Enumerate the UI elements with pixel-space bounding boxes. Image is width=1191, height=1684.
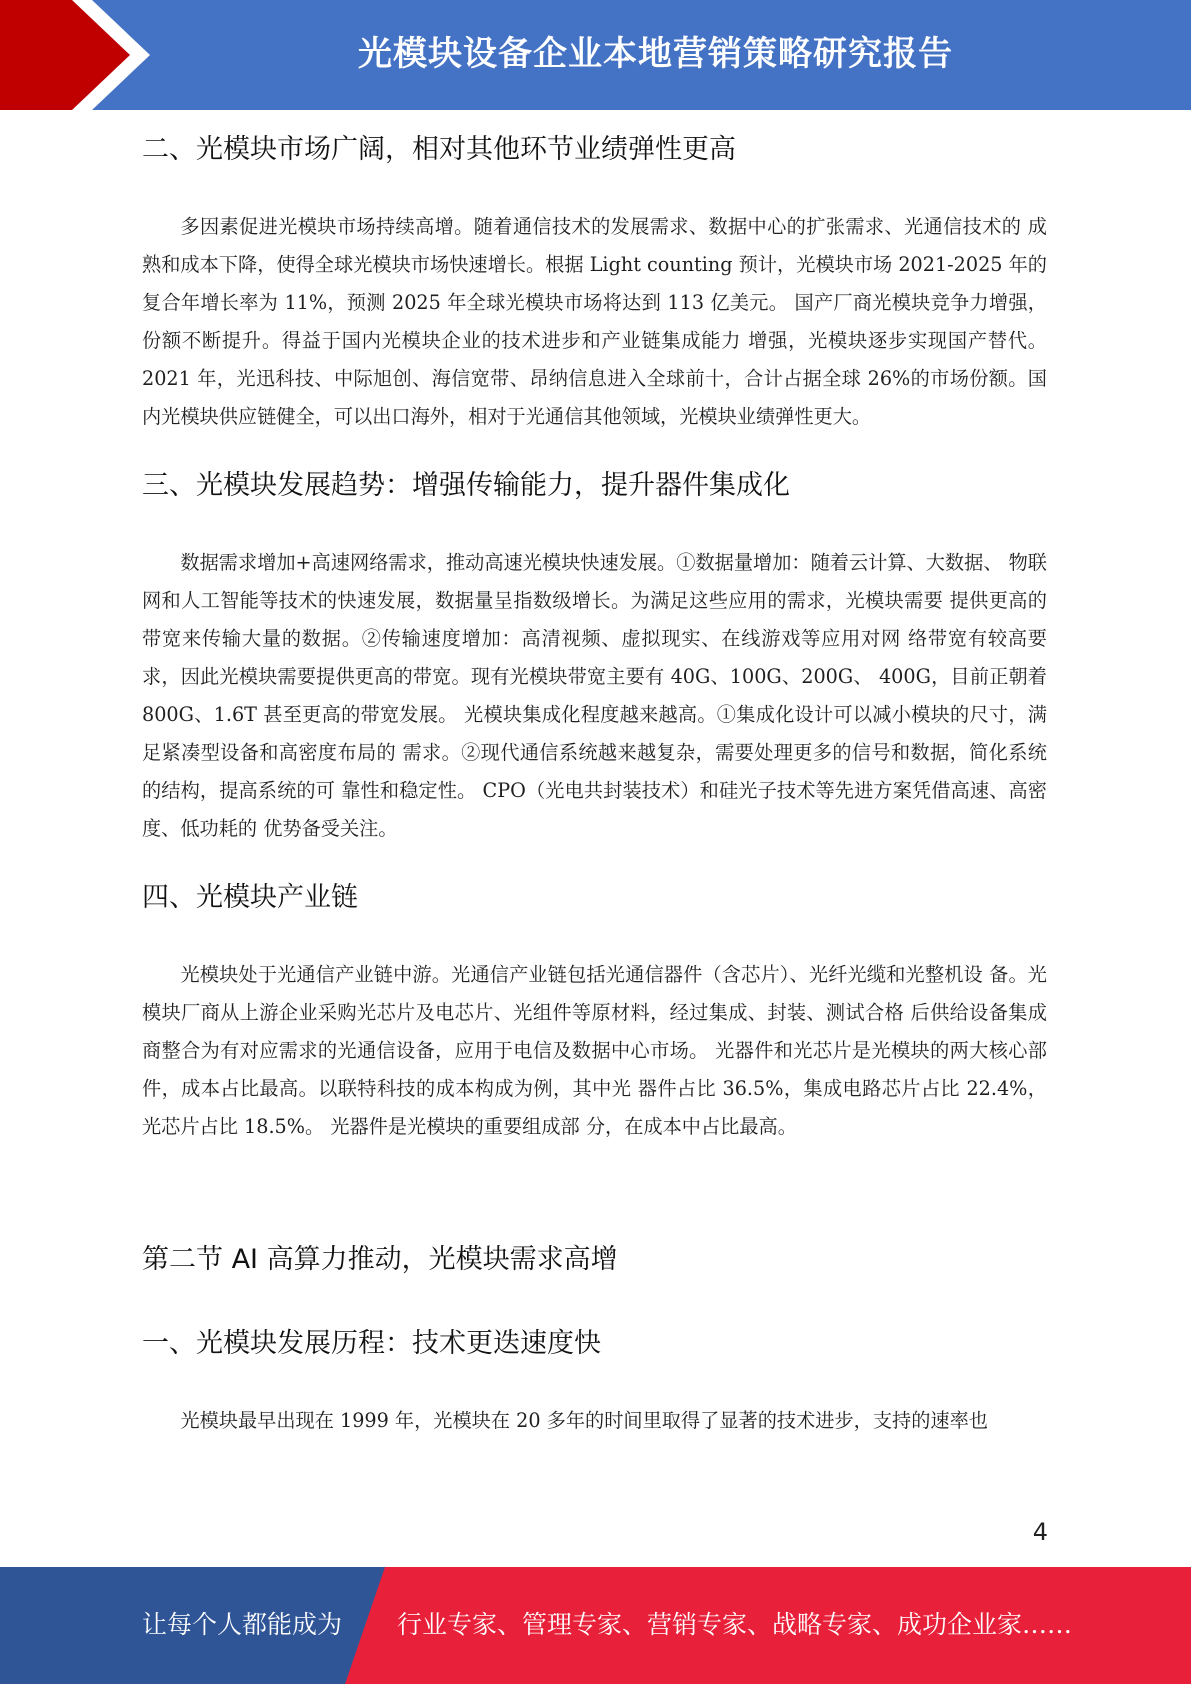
document-title: 光模块设备企业本地营销策略研究报告 [358,34,953,74]
footer-slogan-left: 让每个人都能成为 [142,1610,343,1639]
section-heading-2: 二、光模块市场广阔，相对其他环节业绩弹性更高 [142,134,736,165]
chapter-spacer [142,1166,1047,1230]
chapter-heading: 第二节 AI 高算力推动，光模块需求高增 [142,1244,618,1275]
header-bar [0,0,1191,110]
heading-spacer [142,1290,1047,1314]
footer-banner [0,1567,1191,1684]
page-content [142,120,1047,1460]
section-paragraph-4: 光模块处于光通信产业链中游。光通信产业链包括光通信器件（含芯片）、光纤光缆和光整机设 备。光模块厂商从上游企业采购光芯片及电芯片、光组件等原材料，经过集成、封装、测试合格 后供给设备集成商整合为有对应需求的光通信设备，应用于电信及数据中心市场。 光器件和光芯片是光模块的两大核心部件，成本占比最高。以联特科技的成本构成为例，其中光 器件占比 36.5%，集成电路芯片占比 22.4%，光芯片占比 18.5%。 光器件是光模块的重要组成部 分，在成本中占比最高。 [142,963,1047,1138]
section-heading-5: 一、光模块发展历程：技术更迭速度快 [142,1328,601,1359]
page-number: 4 [1032,1518,1048,1546]
section-paragraph-2: 多因素促进光模块市场持续高增。随着通信技术的发展需求、数据中心的扩张需求、光通信技术的 成熟和成本下降，使得全球光模块市场快速增长。根据 Light counting 预计，光模块市场 2021-2025 年的复合年增长率为 11%，预测 2025 年全球光模块市场将达到 113 亿美元。 国产厂商光模块竞争力增强，份额不断提升。得益于国内光模块企业的技术进步和产业链集成能力 增强，光模块逐步实现国产替代。2021 年，光迅科技、中际旭创、海信宽带、昂纳信息进入全球前十，合计占据全球 26%的市场份额。国内光模块供应链健全，可以出口海外，相对于光通信其他领域，光模块业绩弹性更大。 [142,215,1047,428]
section-paragraph-5: 光模块最早出现在 1999 年，光模块在 20 多年的时间里取得了显著的技术进步，支持的速率也 [180,1409,988,1432]
section-heading-3: 三、光模块发展趋势：增强传输能力，提升器件集成化 [142,470,790,501]
section-paragraph-3: 数据需求增加+高速网络需求，推动高速光模块快速发展。①数据量增加：随着云计算、大数据、 物联网和人工智能等技术的快速发展，数据量呈指数级增长。为满足这些应用的需求，光模块需要 提供更高的带宽来传输大量的数据。②传输速度增加：高清视频、虚拟现实、在线游戏等应用对网 络带宽有较高要求，因此光模块需要提供更高的带宽。现有光模块带宽主要有 40G、100G、200G、 400G，目前正朝着 800G、1.6T 甚至更高的带宽发展。 光模块集成化程度越来越高。①集成化设计可以减小模块的尺寸，满足紧凑型设备和高密度布局的 需求。②现代通信系统越来越复杂，需要处理更多的信号和数据，简化系统的结构，提高系统的可 靠性和稳定性。 CPO（光电共封装技术）和硅光子技术等先进方案凭借高速、高密度、低功耗的 优势备受关注。 [142,551,1047,840]
footer-slogan-right: 行业专家、管理专家、营销专家、战略专家、成功企业家…… [397,1610,1073,1639]
section-heading-4: 四、光模块产业链 [142,882,358,913]
